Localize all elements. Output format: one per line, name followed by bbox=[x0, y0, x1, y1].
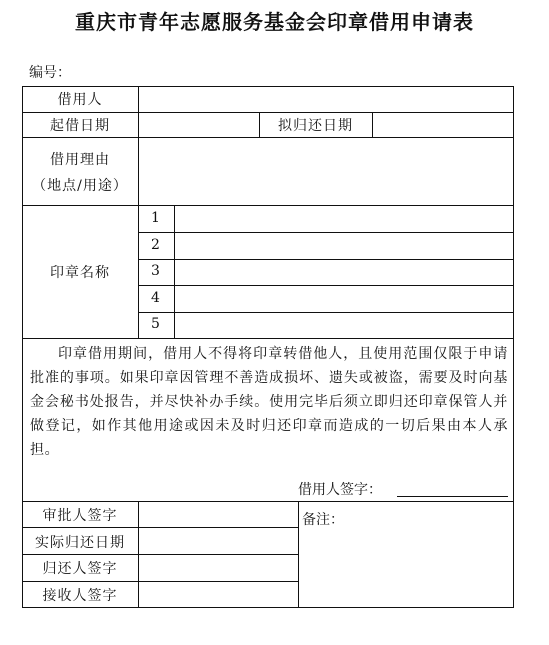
serial-number-label: 编号： bbox=[29, 65, 71, 81]
receiver-signature-field[interactable] bbox=[139, 582, 298, 607]
actual-return-date-label: 实际归还日期 bbox=[35, 535, 125, 551]
returner-signature-label: 归还人签字 bbox=[42, 561, 118, 577]
seal-name-field-1[interactable] bbox=[175, 206, 513, 232]
seal-name-field-2[interactable] bbox=[175, 233, 513, 259]
seal-number-1: 1 bbox=[151, 210, 161, 226]
returner-signature-field[interactable] bbox=[139, 555, 298, 581]
seal-number-5: 5 bbox=[151, 316, 161, 332]
borrower-field[interactable] bbox=[139, 87, 513, 112]
seal-name-field-3[interactable] bbox=[175, 260, 513, 285]
seal-number-4: 4 bbox=[151, 290, 161, 306]
approver-signature-field[interactable] bbox=[139, 502, 298, 527]
form-title: 重庆市青年志愿服务基金会印章借用申请表 bbox=[75, 10, 474, 34]
planned-return-date-field[interactable] bbox=[373, 113, 513, 137]
seal-name-label: 印章名称 bbox=[50, 265, 110, 281]
remarks-field[interactable] bbox=[299, 528, 513, 607]
reason-sublabel: （地点/用途） bbox=[32, 178, 128, 194]
borrower-signature-line[interactable] bbox=[397, 496, 508, 497]
seal-name-field-5[interactable] bbox=[175, 313, 513, 338]
remarks-label: 备注： bbox=[302, 512, 344, 528]
start-date-label: 起借日期 bbox=[50, 118, 110, 134]
borrowing-terms-notice: 印章借用期间，借用人不得将印章转借他人，且使用范围仅限于申请批准的事项。如果印章因管理不善造成损坏、遗失或被盗，需要及时向基金会秘书处报告，并尽快补办手续。使用完毕后须立即归还印章保管人并做登记，如作其他用途或因未及时归还印章而造成的一切后果由本人承担。 bbox=[30, 346, 508, 458]
actual-return-date-field[interactable] bbox=[139, 528, 298, 554]
borrower-label: 借用人 bbox=[57, 92, 103, 108]
seal-number-3: 3 bbox=[151, 263, 161, 279]
seal-number-2: 2 bbox=[151, 237, 161, 253]
reason-label: 借用理由 bbox=[50, 152, 110, 168]
planned-return-date-label: 拟归还日期 bbox=[278, 118, 353, 134]
seal-name-field-4[interactable] bbox=[175, 286, 513, 312]
start-date-field[interactable] bbox=[139, 113, 259, 137]
receiver-signature-label: 接收人签字 bbox=[42, 588, 118, 604]
borrower-signature-label: 借用人签字： bbox=[298, 482, 382, 498]
approver-signature-label: 审批人签字 bbox=[42, 508, 118, 524]
reason-field[interactable] bbox=[139, 138, 513, 205]
